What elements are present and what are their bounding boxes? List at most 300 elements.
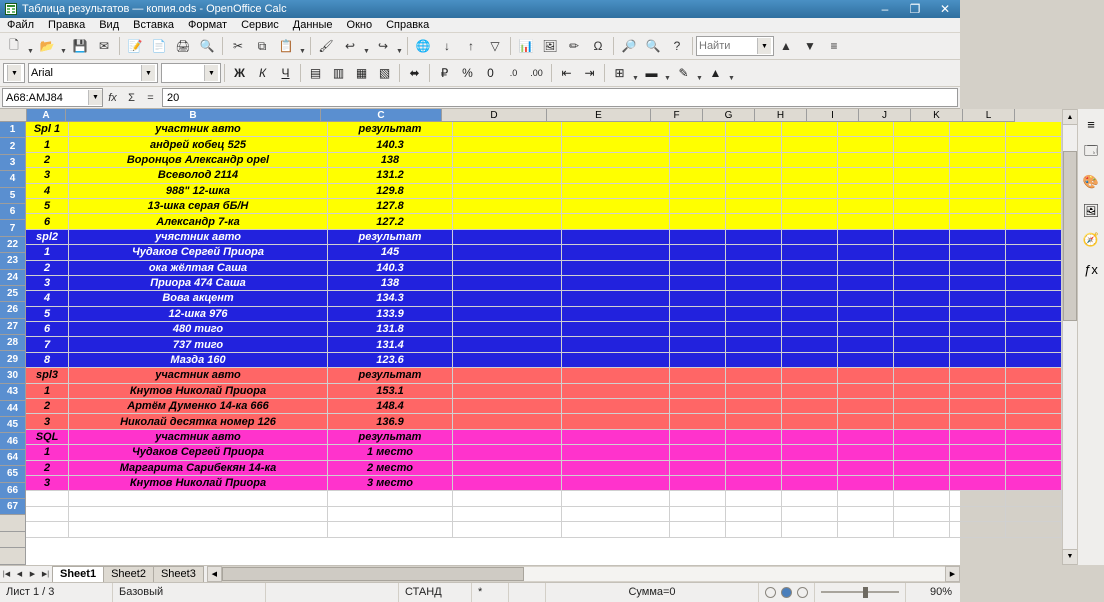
find-dropdown-icon[interactable]: ▼ [757, 38, 771, 54]
cell-empty[interactable] [562, 214, 670, 229]
horizontal-scroll-thumb[interactable] [222, 567, 524, 581]
cell-empty[interactable] [453, 507, 562, 522]
cell-C3[interactable]: 138 [328, 153, 453, 168]
help-icon[interactable]: ? [673, 39, 681, 53]
insert-mode[interactable] [266, 583, 399, 602]
cell-A3[interactable]: 2 [26, 153, 69, 168]
cell-empty[interactable] [894, 522, 950, 537]
cell-empty[interactable] [782, 430, 838, 445]
menu-edit[interactable]: Правка [48, 19, 86, 31]
find-next-icon[interactable]: ▼ [804, 39, 816, 53]
previous-sheet-button[interactable]: ◀ [16, 570, 23, 578]
cell-empty[interactable] [69, 491, 328, 506]
zoom-slider-thumb[interactable] [863, 587, 868, 598]
cell-empty[interactable] [726, 291, 782, 306]
cell-empty[interactable] [838, 276, 894, 291]
cell-empty[interactable] [950, 291, 1006, 306]
cell-empty[interactable] [726, 384, 782, 399]
cell-empty[interactable] [670, 122, 726, 137]
sidebar-gallery-icon[interactable]: 🖼 [1082, 203, 1100, 218]
row-header-67[interactable]: 67 [0, 499, 26, 515]
column-header-L[interactable]: L [963, 109, 1015, 122]
cell-A66[interactable]: 2 [26, 461, 69, 476]
cell-B25[interactable]: Приора 474 Саша [69, 276, 328, 291]
table-row[interactable] [26, 337, 1062, 352]
cell-grid[interactable] [26, 122, 1062, 565]
increase-indent-icon[interactable]: ⇥ [584, 66, 595, 80]
format-currency-icon[interactable]: ₽ [440, 66, 449, 80]
cell-empty[interactable] [26, 507, 69, 522]
cell-empty[interactable] [838, 322, 894, 337]
cell-empty[interactable] [950, 476, 1006, 491]
cell-empty[interactable] [726, 122, 782, 137]
cell-empty[interactable] [1006, 291, 1062, 306]
row-header-25[interactable]: 25 [0, 286, 26, 302]
digital-signature[interactable] [509, 583, 546, 602]
next-sheet-button[interactable]: ▶ [29, 570, 36, 578]
zoom-slider-track[interactable] [821, 583, 899, 602]
last-sheet-button[interactable]: ▶| [41, 570, 50, 578]
cell-empty[interactable] [562, 461, 670, 476]
cell-empty[interactable] [782, 137, 838, 152]
cell-empty[interactable] [782, 322, 838, 337]
bold-icon[interactable]: Ж [234, 66, 245, 80]
sort-ascending-icon[interactable]: ↓ [444, 39, 450, 53]
name-box-dropdown-icon[interactable]: ▼ [88, 90, 102, 105]
sheet-tab-sheet1[interactable]: Sheet1 [52, 566, 104, 582]
cell-C29[interactable]: 131.4 [328, 337, 453, 352]
cell-empty[interactable] [1006, 322, 1062, 337]
cell-empty[interactable] [894, 199, 950, 214]
cell-empty[interactable] [726, 322, 782, 337]
cell-empty[interactable] [1006, 230, 1062, 245]
cell-empty[interactable] [950, 199, 1006, 214]
sort-descending-icon[interactable]: ↑ [468, 39, 474, 53]
cell-empty[interactable] [782, 199, 838, 214]
cell-empty[interactable] [782, 276, 838, 291]
align-center-icon[interactable]: ▥ [332, 66, 345, 80]
cell-empty[interactable] [726, 507, 782, 522]
line-style-icon[interactable]: ▬ [645, 66, 658, 80]
cell-empty[interactable] [562, 276, 670, 291]
cell-empty[interactable] [782, 384, 838, 399]
find-previous-icon[interactable]: ▲ [780, 39, 792, 53]
scroll-down-button[interactable]: ▼ [1062, 549, 1078, 565]
table-row[interactable] [26, 230, 1062, 245]
table-row[interactable] [26, 153, 1062, 168]
row-header-29[interactable]: 29 [0, 351, 26, 367]
select-all-corner[interactable] [0, 109, 27, 122]
cell-empty[interactable] [726, 430, 782, 445]
cell-empty[interactable] [838, 214, 894, 229]
table-row[interactable] [26, 261, 1062, 276]
cell-empty[interactable] [670, 322, 726, 337]
zoom-slider[interactable] [815, 583, 906, 602]
cell-empty[interactable] [950, 168, 1006, 183]
cell-empty[interactable] [950, 322, 1006, 337]
cell-empty[interactable] [894, 122, 950, 137]
menu-window[interactable]: Окно [346, 19, 373, 31]
print-file-icon[interactable]: 🖨 [175, 39, 191, 53]
row-header-5[interactable]: 5 [0, 188, 26, 204]
find-all-icon[interactable]: ≡ [830, 39, 838, 53]
cell-empty[interactable] [838, 368, 894, 383]
row-header-45[interactable]: 45 [0, 417, 26, 433]
cell-empty[interactable] [726, 337, 782, 352]
cell-empty[interactable] [562, 153, 670, 168]
cell-empty[interactable] [562, 476, 670, 491]
column-header-A[interactable]: A [27, 109, 66, 122]
decrease-indent-icon[interactable]: ⇤ [561, 66, 572, 80]
row-header-22[interactable]: 22 [0, 237, 26, 253]
sidebar-properties-icon[interactable]: 🗔 [1083, 143, 1099, 158]
row-header-44[interactable]: 44 [0, 401, 26, 417]
row-header-empty[interactable] [0, 548, 26, 564]
cell-C1[interactable]: результат [328, 122, 453, 137]
cell-empty[interactable] [782, 230, 838, 245]
format-percent-icon[interactable]: % [462, 66, 473, 80]
cell-C67[interactable]: 3 место [328, 476, 453, 491]
cell-empty[interactable] [726, 307, 782, 322]
cell-empty[interactable] [894, 337, 950, 352]
table-row[interactable] [26, 307, 1062, 322]
cell-C4[interactable]: 131.2 [328, 168, 453, 183]
close-button[interactable]: ✕ [939, 2, 951, 16]
cell-empty[interactable] [562, 507, 670, 522]
equals-icon[interactable]: = [147, 91, 154, 104]
cell-empty[interactable] [69, 507, 328, 522]
cell-empty[interactable] [782, 476, 838, 491]
scroll-up-button[interactable]: ▲ [1062, 109, 1078, 125]
cell-empty[interactable] [670, 399, 726, 414]
cell-empty[interactable] [950, 137, 1006, 152]
table-row[interactable] [26, 353, 1062, 368]
column-header-E[interactable]: E [547, 109, 651, 122]
table-row-empty[interactable] [26, 522, 1062, 537]
cell-C45[interactable]: 148.4 [328, 399, 453, 414]
save-document-icon[interactable]: 💾 [72, 39, 88, 53]
cell-empty[interactable] [670, 153, 726, 168]
cell-empty[interactable] [670, 522, 726, 537]
row-header-4[interactable]: 4 [0, 171, 26, 187]
merge-cells-icon[interactable]: ⬌ [409, 66, 420, 80]
cell-B4[interactable]: Всеволод 2114 [69, 168, 328, 183]
cell-empty[interactable] [1006, 307, 1062, 322]
new-document-icon[interactable]: 🗋 [9, 37, 19, 52]
cell-empty[interactable] [726, 461, 782, 476]
cell-empty[interactable] [950, 153, 1006, 168]
cell-empty[interactable] [328, 507, 453, 522]
cell-empty[interactable] [894, 461, 950, 476]
cell-B66[interactable]: Маргарита Сарибекян 14-ка [69, 461, 328, 476]
cell-empty[interactable] [726, 276, 782, 291]
column-header-B[interactable]: B [66, 109, 321, 122]
cell-A44[interactable]: 1 [26, 384, 69, 399]
cell-A29[interactable]: 7 [26, 337, 69, 352]
cell-empty[interactable] [670, 245, 726, 260]
open-document-icon[interactable]: 📂 [39, 39, 55, 53]
cell-empty[interactable] [782, 184, 838, 199]
row-header-26[interactable]: 26 [0, 302, 26, 318]
cell-empty[interactable] [328, 522, 453, 537]
cell-empty[interactable] [562, 122, 670, 137]
cell-B6[interactable]: 13-шка серая бБ/Н [69, 199, 328, 214]
cell-empty[interactable] [562, 168, 670, 183]
row-header-64[interactable]: 64 [0, 450, 26, 466]
table-row[interactable] [26, 137, 1062, 152]
font-name-box[interactable] [28, 63, 158, 83]
row-header-27[interactable]: 27 [0, 319, 26, 335]
cell-A27[interactable]: 5 [26, 307, 69, 322]
redo-icon[interactable]: ↪ [377, 39, 389, 53]
row-header-3[interactable]: 3 [0, 155, 26, 171]
cell-empty[interactable] [26, 491, 69, 506]
cell-B44[interactable]: Кнутов Николай Приора [69, 384, 328, 399]
cell-C65[interactable]: 1 место [328, 445, 453, 460]
row-header-30[interactable]: 30 [0, 368, 26, 384]
autofilter-icon[interactable]: ▽ [490, 39, 500, 53]
table-row[interactable] [26, 430, 1062, 445]
cell-empty[interactable] [670, 430, 726, 445]
copy-icon[interactable]: ⧉ [257, 38, 267, 53]
cell-empty[interactable] [838, 337, 894, 352]
format-number-icon[interactable]: 0 [487, 66, 494, 80]
cell-empty[interactable] [838, 168, 894, 183]
table-row[interactable] [26, 184, 1062, 199]
cell-empty[interactable] [726, 184, 782, 199]
cell-empty[interactable] [562, 199, 670, 214]
cell-empty[interactable] [453, 476, 562, 491]
cell-empty[interactable] [782, 307, 838, 322]
cell-empty[interactable] [950, 430, 1006, 445]
table-row[interactable] [26, 122, 1062, 137]
cell-B28[interactable]: 480 тиго [69, 322, 328, 337]
cell-empty[interactable] [1006, 507, 1062, 522]
cell-empty[interactable] [1006, 414, 1062, 429]
column-header-I[interactable]: I [807, 109, 859, 122]
cell-empty[interactable] [894, 414, 950, 429]
table-row[interactable] [26, 291, 1062, 306]
cell-A28[interactable]: 6 [26, 322, 69, 337]
cell-empty[interactable] [782, 153, 838, 168]
row-header-empty[interactable] [0, 515, 26, 531]
email-document-icon[interactable]: ✉ [98, 39, 110, 53]
minimize-button[interactable]: – [881, 2, 889, 16]
cell-empty[interactable] [782, 261, 838, 276]
cell-C22[interactable]: результат [328, 230, 453, 245]
undo-dropdown-icon[interactable]: ▼ [363, 48, 370, 55]
row-header-1[interactable]: 1 [0, 122, 26, 138]
cell-empty[interactable] [894, 399, 950, 414]
cell-empty[interactable] [894, 384, 950, 399]
multi-page-view-icon[interactable] [781, 587, 792, 598]
cell-empty[interactable] [1006, 245, 1062, 260]
cell-empty[interactable] [453, 337, 562, 352]
cell-empty[interactable] [1006, 184, 1062, 199]
cell-C6[interactable]: 127.8 [328, 199, 453, 214]
cell-empty[interactable] [838, 307, 894, 322]
cell-C44[interactable]: 153.1 [328, 384, 453, 399]
cell-B43[interactable]: участник авто [69, 368, 328, 383]
scroll-right-button[interactable]: ▶ [945, 566, 960, 582]
insert-chart-icon[interactable]: 📊 [518, 39, 534, 53]
cell-empty[interactable] [726, 522, 782, 537]
line-color-dropdown-icon[interactable]: ▼ [696, 75, 703, 82]
cell-empty[interactable] [562, 137, 670, 152]
cell-B23[interactable]: Чудаков Сергей Приора [69, 245, 328, 260]
cell-empty[interactable] [838, 184, 894, 199]
cell-empty[interactable] [894, 184, 950, 199]
cell-empty[interactable] [782, 522, 838, 537]
cell-empty[interactable] [838, 261, 894, 276]
cell-empty[interactable] [838, 122, 894, 137]
cell-A24[interactable]: 2 [26, 261, 69, 276]
table-row[interactable] [26, 199, 1062, 214]
delete-decimal-place-icon[interactable]: .00 [530, 68, 543, 78]
menu-format[interactable]: Формат [188, 19, 228, 31]
cell-empty[interactable] [670, 230, 726, 245]
cell-B30[interactable]: Мазда 160 [69, 353, 328, 368]
cell-A7[interactable]: 6 [26, 214, 69, 229]
scroll-left-button[interactable]: ◀ [207, 566, 222, 582]
cell-empty[interactable] [1006, 461, 1062, 476]
cell-empty[interactable] [782, 291, 838, 306]
cell-empty[interactable] [670, 184, 726, 199]
table-row-empty[interactable] [26, 507, 1062, 522]
cell-empty[interactable] [838, 199, 894, 214]
cell-empty[interactable] [726, 214, 782, 229]
cell-empty[interactable] [894, 322, 950, 337]
apply-style-box[interactable] [3, 63, 25, 83]
cell-empty[interactable] [838, 399, 894, 414]
cell-C66[interactable]: 2 место [328, 461, 453, 476]
align-left-icon[interactable]: ▤ [309, 66, 322, 80]
table-row[interactable] [26, 384, 1062, 399]
cell-empty[interactable] [562, 522, 670, 537]
cell-empty[interactable] [950, 261, 1006, 276]
borders-icon[interactable]: ⊞ [614, 66, 625, 80]
cell-empty[interactable] [782, 337, 838, 352]
cell-C27[interactable]: 133.9 [328, 307, 453, 322]
table-row[interactable] [26, 245, 1062, 260]
cell-empty[interactable] [838, 491, 894, 506]
cell-empty[interactable] [726, 261, 782, 276]
horizontal-scrollbar[interactable] [207, 566, 960, 581]
cell-empty[interactable] [838, 384, 894, 399]
cell-empty[interactable] [562, 430, 670, 445]
cell-empty[interactable] [453, 461, 562, 476]
menu-data[interactable]: Данные [292, 19, 333, 31]
row-header-empty[interactable] [0, 532, 26, 548]
cell-empty[interactable] [950, 245, 1006, 260]
column-header-H[interactable]: H [755, 109, 807, 122]
cell-empty[interactable] [894, 307, 950, 322]
cell-B27[interactable]: 12-шка 976 [69, 307, 328, 322]
cell-C30[interactable]: 123.6 [328, 353, 453, 368]
cell-empty[interactable] [453, 522, 562, 537]
sheet-tab-sheet3[interactable]: Sheet3 [153, 566, 204, 582]
menu-help[interactable]: Справка [386, 19, 430, 31]
cell-empty[interactable] [1006, 137, 1062, 152]
cell-empty[interactable] [670, 461, 726, 476]
column-header-K[interactable]: K [911, 109, 963, 122]
cell-A1[interactable]: Spl 1 [26, 122, 69, 137]
cut-icon[interactable]: ✂ [232, 39, 244, 53]
cell-B3[interactable]: Воронцов Александр opel [69, 153, 328, 168]
row-header-65[interactable]: 65 [0, 466, 26, 482]
cell-B5[interactable]: 988" 12-шка [69, 184, 328, 199]
cell-empty[interactable] [838, 507, 894, 522]
selection-mode[interactable]: СТАНД [399, 583, 472, 602]
cell-empty[interactable] [670, 214, 726, 229]
cell-B64[interactable]: участник авто [69, 430, 328, 445]
maximize-button[interactable]: ❐ [909, 2, 921, 16]
font-size-box[interactable] [161, 63, 221, 83]
cell-empty[interactable] [726, 476, 782, 491]
vertical-scroll-thumb[interactable] [1063, 151, 1077, 321]
cell-empty[interactable] [453, 368, 562, 383]
cell-empty[interactable] [670, 137, 726, 152]
cell-empty[interactable] [950, 522, 1006, 537]
cell-B22[interactable]: учястник авто [69, 230, 328, 245]
cell-B29[interactable]: 737 тиго [69, 337, 328, 352]
cell-C46[interactable]: 136.9 [328, 414, 453, 429]
cell-empty[interactable] [453, 137, 562, 152]
cell-A6[interactable]: 5 [26, 199, 69, 214]
cell-empty[interactable] [453, 353, 562, 368]
new-document-dropdown-icon[interactable]: ▼ [27, 48, 34, 55]
cell-empty[interactable] [782, 461, 838, 476]
cell-empty[interactable] [69, 522, 328, 537]
paste-dropdown-icon[interactable]: ▼ [299, 48, 306, 55]
table-row[interactable] [26, 276, 1062, 291]
cell-empty[interactable] [453, 307, 562, 322]
cell-C23[interactable]: 145 [328, 245, 453, 260]
cell-empty[interactable] [453, 214, 562, 229]
cell-empty[interactable] [726, 245, 782, 260]
cell-empty[interactable] [894, 245, 950, 260]
cell-empty[interactable] [950, 507, 1006, 522]
row-header-66[interactable]: 66 [0, 483, 26, 499]
cell-empty[interactable] [950, 368, 1006, 383]
cell-empty[interactable] [894, 430, 950, 445]
table-row[interactable] [26, 461, 1062, 476]
cell-empty[interactable] [950, 230, 1006, 245]
cell-empty[interactable] [838, 230, 894, 245]
cell-empty[interactable] [453, 230, 562, 245]
cell-A45[interactable]: 2 [26, 399, 69, 414]
background-color-dropdown-icon[interactable]: ▼ [728, 75, 735, 82]
cell-empty[interactable] [1006, 522, 1062, 537]
cell-A4[interactable]: 3 [26, 168, 69, 183]
first-sheet-button[interactable]: |◀ [2, 570, 11, 578]
cell-C5[interactable]: 129.8 [328, 184, 453, 199]
cell-empty[interactable] [670, 476, 726, 491]
cell-A67[interactable]: 3 [26, 476, 69, 491]
cell-empty[interactable] [726, 168, 782, 183]
cell-empty[interactable] [453, 445, 562, 460]
cell-empty[interactable] [670, 368, 726, 383]
book-view-icon[interactable] [797, 587, 808, 598]
column-header-C[interactable]: C [321, 109, 442, 122]
cell-empty[interactable] [562, 491, 670, 506]
page-style[interactable]: Базовый [113, 583, 266, 602]
cell-empty[interactable] [782, 507, 838, 522]
line-style-dropdown-icon[interactable]: ▼ [664, 75, 671, 82]
cell-empty[interactable] [894, 137, 950, 152]
cell-C25[interactable]: 138 [328, 276, 453, 291]
cell-empty[interactable] [894, 368, 950, 383]
